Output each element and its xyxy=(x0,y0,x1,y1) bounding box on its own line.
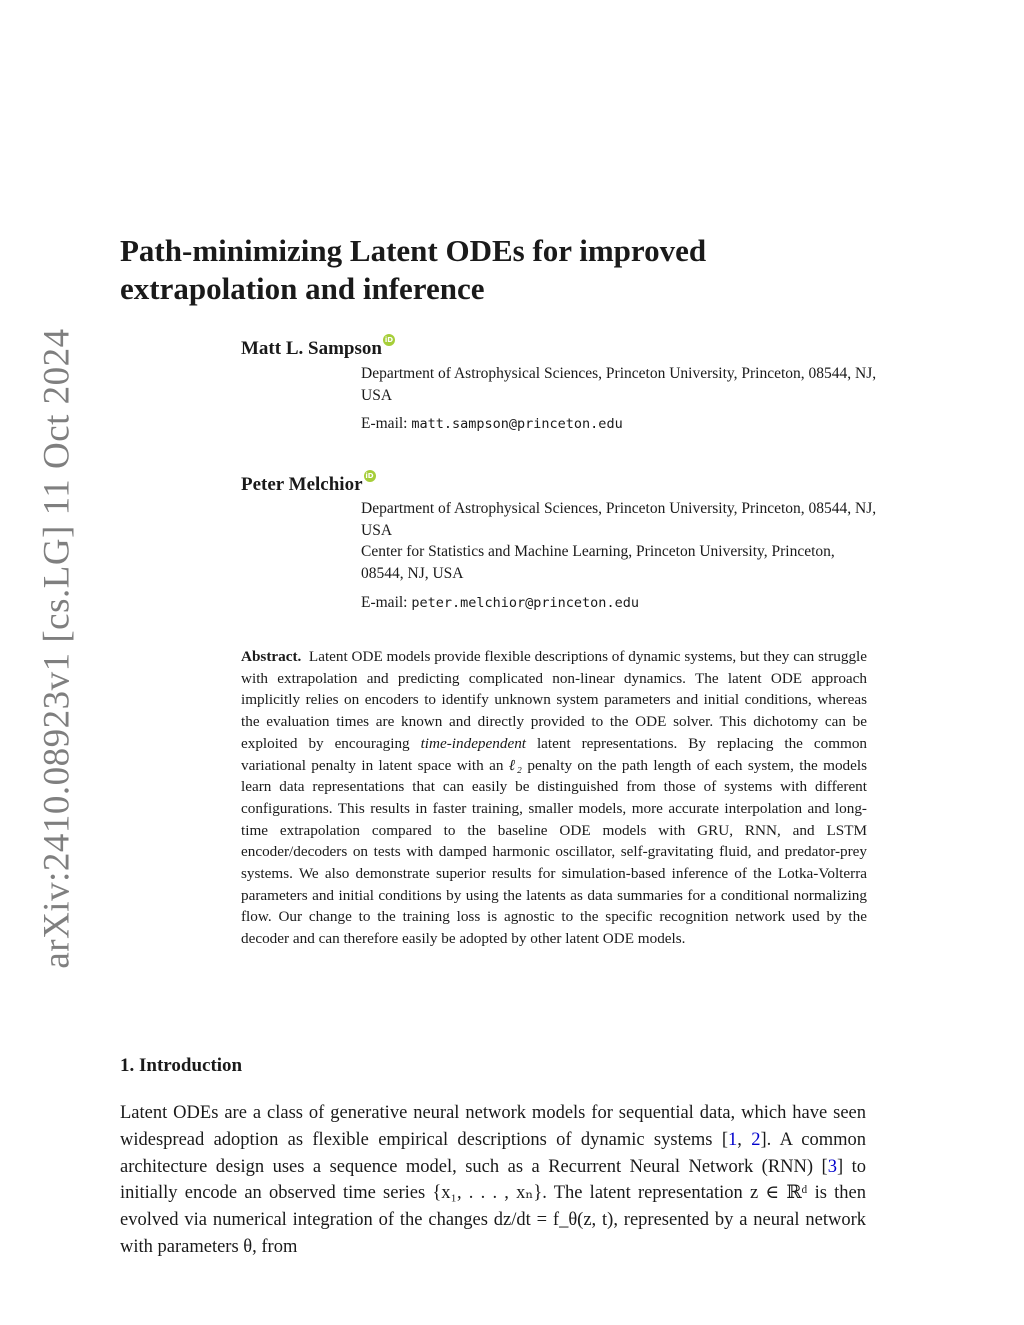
intro-text-3: ] to initially encode an observed time series {x₁, . . . , xₙ}. The latent representation z ∈ ℝᵈ is then evolved via numerical integration of the changes dz/dt = f_θ(z, t), represented by a neural network with parameters θ, from xyxy=(120,1156,866,1257)
author-2-affiliation-2: Center for Statistics and Machine Learning, Princeton University, Princeton, 08544, NJ, USA xyxy=(361,543,835,582)
abstract-text-1: Latent ODE models provide flexible descriptions of dynamic systems, but they can struggle with extrapolation and predicting complicated non-linear dynamics. The latent ODE approach implicitly relies on encoders to identify unknown system parameters and initial conditions, whereas the evaluation times are known and directly provided to the ODE solver. This dichotomy can be exploited by encouraging xyxy=(241,648,868,752)
abstract-l2-symbol: ℓ₂ xyxy=(508,756,522,774)
author-2-email-line xyxy=(361,594,639,612)
arxiv-sidebar-stamp xyxy=(28,327,86,969)
author-2-name-text: Peter Melchior xyxy=(241,474,363,495)
author-2-email[interactable]: peter.melchior@princeton.edu xyxy=(411,595,639,611)
email-label: E-mail: xyxy=(361,415,408,432)
arxiv-identifier: arXiv:2410.08923v1 [cs.LG] 11 Oct 2024 xyxy=(36,327,78,969)
abstract-emphasis: time-independent xyxy=(420,734,527,752)
author-2-affiliation-1: Department of Astrophysical Sciences, Princeton University, Princeton, 08544, NJ, USA xyxy=(361,500,877,539)
introduction-paragraph xyxy=(120,1100,866,1261)
author-1-affiliation: Department of Astrophysical Sciences, Princeton University, Princeton, 08544, NJ, USA xyxy=(361,365,877,404)
email-label: E-mail: xyxy=(361,594,408,611)
abstract-text-3: penalty on the path length of each system, the models learn data representations that can easily be distinguished from those of systems with different configurations. This results in faster training, smaller models, more accurate interpolation and long-time extrapolation compared to the baseline ODE models with GRU, RNN, and LSTM encoder/decoders on tests with damped harmonic oscillator, self-gravitating fluid, and predator-prey systems. We also demonstrate superior results for simulation-based inference of the Lotka-Volterra parameters and initial conditions by using the latents as data summaries for a conditional normalizing flow. Our change to the training loss is agnostic to the specific recognition network used by the decoder and can therefore easily be adopted by other latent ODE models. xyxy=(241,756,868,948)
section-heading-introduction: 1. Introduction xyxy=(120,1055,243,1076)
intro-text-2: ]. A common architecture design uses a sequence model, such as a Recurrent Neural Network (RNN) [ xyxy=(120,1129,866,1177)
citation-link-1[interactable]: 1 xyxy=(728,1129,738,1150)
author-1-email[interactable]: matt.sampson@princeton.edu xyxy=(411,416,623,432)
author-1-name-text: Matt L. Sampson xyxy=(241,338,382,359)
orcid-icon[interactable]: iD xyxy=(365,472,374,480)
abstract-text-2: latent representations. By replacing the common variational penalty in latent space with an xyxy=(241,734,868,774)
abstract xyxy=(241,646,867,950)
orcid-icon[interactable]: iD xyxy=(384,336,394,344)
intro-text-1: Latent ODEs are a class of generative neural network models for sequential data, which have seen widespread adoption as flexible empirical descriptions of dynamic systems [ xyxy=(120,1103,866,1150)
abstract-label: Abstract. xyxy=(241,648,302,665)
author-name-1 xyxy=(241,338,395,360)
citation-separator: , xyxy=(737,1129,752,1150)
author-1-email-line xyxy=(361,415,623,433)
citation-link-3[interactable]: 3 xyxy=(827,1156,837,1177)
citation-link-2[interactable]: 2 xyxy=(751,1129,761,1150)
paper-title: Path-minimizing Latent ODEs for improved extrapolation and inference xyxy=(120,233,707,306)
author-name-2 xyxy=(241,474,376,496)
